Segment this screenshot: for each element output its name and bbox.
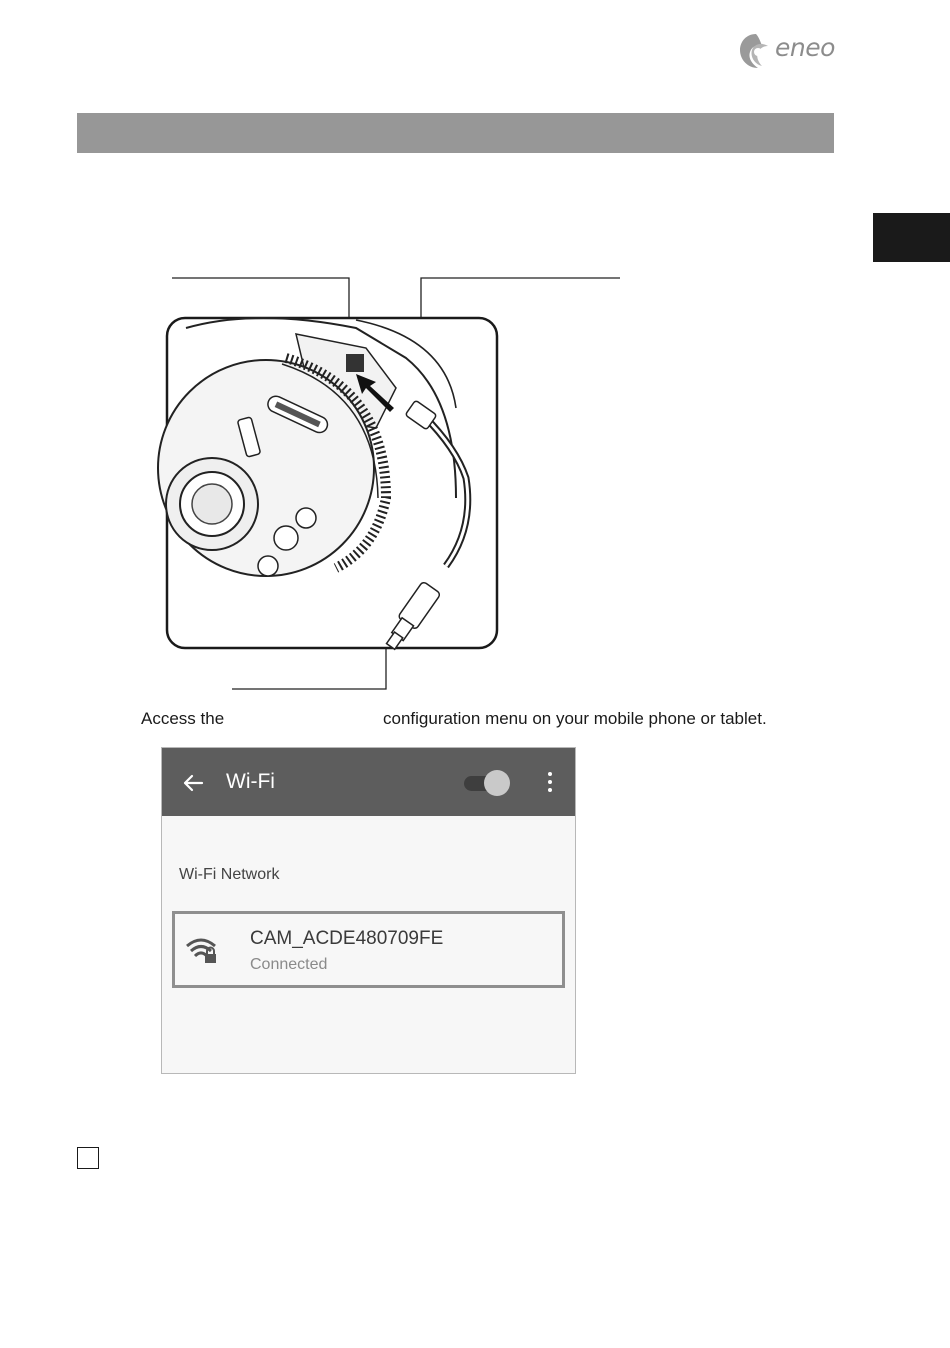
toggle-knob	[484, 770, 510, 796]
arrow-left-icon[interactable]	[180, 770, 206, 796]
instruction-suffix: configuration menu on your mobile phone or tablet.	[383, 709, 767, 728]
more-vert-icon[interactable]	[540, 770, 560, 796]
chapter-tab	[873, 213, 950, 262]
network-ssid: CAM_ACDE480709FE	[250, 928, 444, 949]
instruction-prefix: Access the	[141, 709, 225, 728]
section-header-bar	[77, 113, 834, 153]
wifi-toggle[interactable]	[462, 770, 510, 796]
network-status: Connected	[250, 956, 328, 973]
brand-name: eneo	[775, 33, 835, 62]
app-title: Wi-Fi	[226, 770, 275, 793]
app-bar	[162, 748, 575, 816]
camera-usb-illustration	[156, 298, 502, 654]
section-label: Wi-Fi Network	[179, 866, 280, 883]
note-checkbox[interactable]	[77, 1147, 99, 1169]
wifi-settings-screen	[161, 747, 576, 1074]
network-list-item[interactable]	[172, 911, 565, 988]
wifi-lock-icon	[185, 934, 217, 964]
